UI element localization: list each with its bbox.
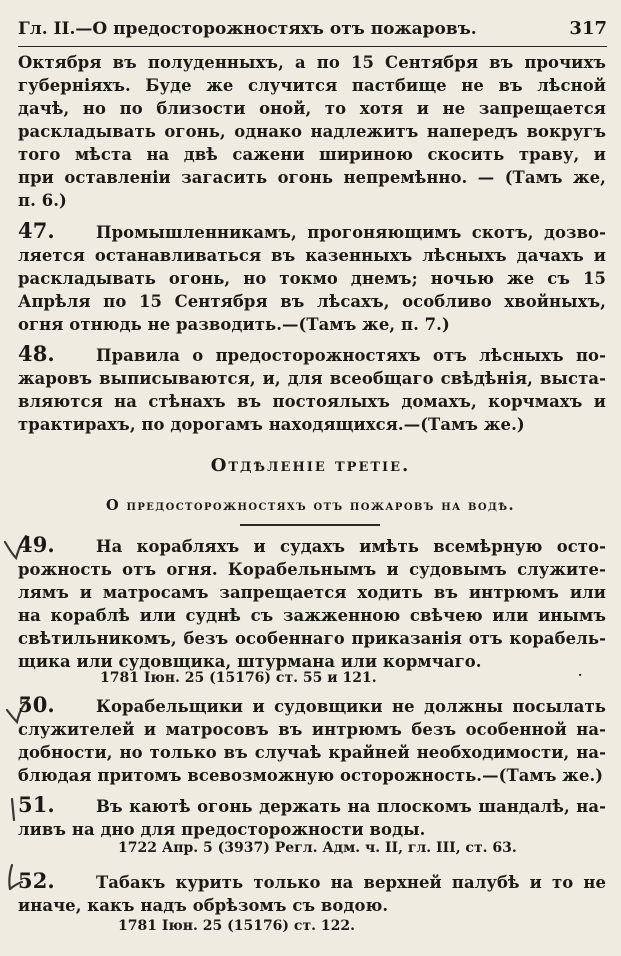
text-line: иначе, какъ надъ обрѣзомъ съ водою. — [18, 896, 389, 915]
text-line: Апрѣля по 15 Сентября въ лѣсахъ, особливо хвойныхъ, — [18, 292, 606, 311]
article-number-50: 50. — [18, 692, 55, 717]
text-line: раскладывать огонь, но токмо днемъ; ночью же съ 15 — [18, 269, 606, 288]
section-subtitle: О предосторожностяхъ отъ пожаровъ на водѣ. — [106, 497, 515, 514]
chapter-title: Гл. II.—О предосторожностяхъ отъ пожаровъ. — [18, 19, 477, 39]
text-line: свѣтильникомъ, безъ особеннаго приказанія отъ корабель- — [18, 629, 606, 648]
article-number-49: 49. — [18, 532, 55, 557]
article-number-52: 52. — [18, 868, 55, 893]
source-citation: 1781 Іюн. 25 (15176) ст. 55 и 121. — [100, 670, 377, 686]
source-citation: 1722 Апр. 5 (3937) Регл. Адм. ч. II, гл. III, ст. 63. — [118, 840, 517, 856]
text-line: Въ каютѣ огонь держать на плоскомъ шандалѣ, на- — [96, 797, 606, 816]
text-line: Октября въ полуденныхъ, а по 15 Сентября въ прочихъ — [18, 53, 606, 72]
section-title: Отдѣленіе третіе. — [210, 455, 411, 476]
text-line: служителей и матросовъ въ интрюмъ безъ особенной на- — [18, 720, 606, 739]
text-line: лямъ и матросамъ запрещается ходить въ интрюмъ или — [18, 583, 606, 602]
article-number-48: 48. — [18, 341, 55, 366]
text-line: рожность отъ огня. Корабельнымъ и судовымъ служите- — [18, 560, 606, 579]
text-line: жаровъ выписываются, и, для всеобщаго свѣдѣнія, выста- — [18, 369, 606, 388]
text-line: губерніяхъ. Буде же случится пастбище не въ лѣсной — [18, 76, 606, 95]
text-line: раскладывать огонь, однако надлежитъ напередъ вокругъ — [18, 122, 606, 141]
source-citation: 1781 Іюн. 25 (15176) ст. 122. — [118, 918, 355, 934]
text-line: при оставленіи загасить огонь непремѣнно. — (Тамъ же, — [18, 168, 606, 187]
text-line: на кораблѣ или суднѣ съ зажженною свѣчею или инымъ — [18, 606, 606, 625]
article-number-51: 51. — [18, 792, 55, 817]
text-line: п. 6.) — [18, 191, 67, 210]
text-line: вляются на стѣнахъ въ постоялыхъ домахъ, корчмахъ и — [18, 392, 606, 411]
text-line: ливъ на дно для предосторожности воды. — [18, 820, 426, 839]
text-line: щика или судовщика, штурмана или кормчаго. — [18, 652, 482, 671]
text-line: Правила о предосторожностяхъ отъ лѣсныхъ по- — [96, 346, 606, 365]
text-line: того мѣста на двѣ сажени шириною скосить траву, и — [18, 145, 606, 164]
text-line: огня отнюдь не разводить.—(Тамъ же, п. 7.) — [18, 315, 450, 334]
text-line: дачѣ, но по близости оной, то хотя и не запрещается — [18, 99, 606, 118]
text-line: ляется останавливаться въ казенныхъ лѣсныхъ дачахъ и — [18, 246, 606, 265]
article-number-47: 47. — [18, 218, 55, 243]
page-number: 317 — [569, 18, 607, 39]
text-line: Корабельщики и судовщики не должны посылать — [96, 697, 606, 716]
text-line: блюдая притомъ всевозможную осторожность.—(Тамъ же.) — [18, 766, 604, 785]
text-line: добности, но только въ случаѣ крайней необходимости, на- — [18, 743, 606, 762]
text-line: трактирахъ, по дорогамъ находящихся.—(Тамъ же.) — [18, 415, 525, 434]
running-header — [18, 12, 607, 47]
text-line: На корабляхъ и судахъ имѣть всемѣрную осто- — [96, 537, 606, 556]
section-rule — [240, 524, 380, 526]
text-line: Табакъ курить только на верхней палубѣ и то не — [96, 873, 606, 892]
text-line: Промышленникамъ, прогоняющимъ скотъ, дозво- — [96, 223, 606, 242]
margin-tick: · — [578, 668, 583, 682]
